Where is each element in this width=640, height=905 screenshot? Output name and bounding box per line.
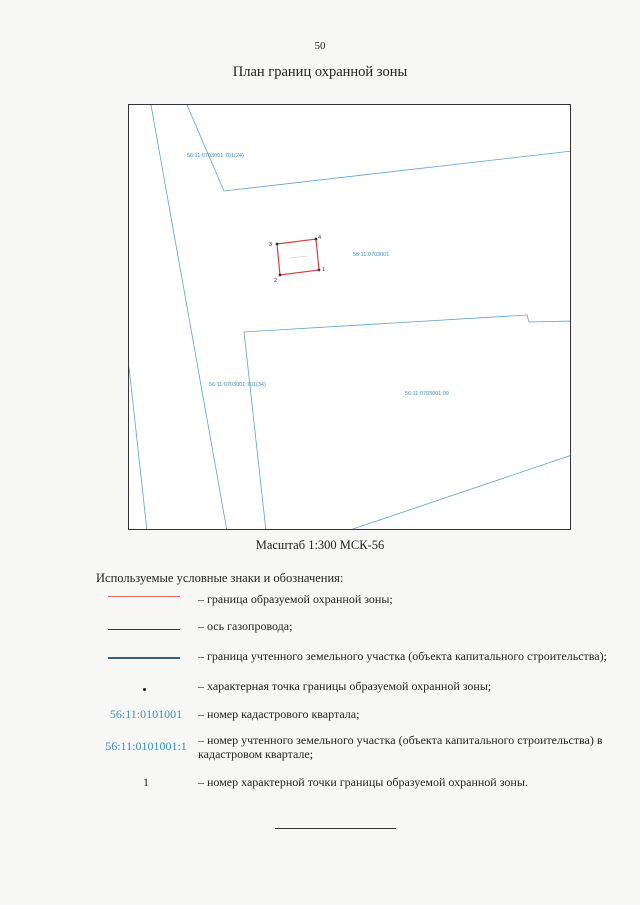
legend-item-parcel-number (96, 730, 616, 762)
cadastral-map (128, 104, 571, 530)
zone-point-4-marker (315, 238, 318, 241)
parcel-boundary-bottom (347, 455, 571, 530)
legend-item-parcel-boundary (96, 646, 616, 666)
legend-text: – характерная точка границы образуемой охранной зоны; (198, 679, 492, 693)
zone-point-4-label: 4 (318, 235, 322, 241)
gas-pipeline-axis (290, 256, 307, 258)
parcel-label-right: 56:11:0703001:99 (405, 391, 449, 397)
zone-point-2-label: 2 (274, 278, 278, 284)
page-number: 50 (314, 40, 326, 52)
parcel-boundary-top (187, 105, 571, 191)
zone-point-1-marker (318, 269, 321, 272)
legend-item-point-number (96, 772, 616, 792)
zone-point-3-label: 3 (269, 242, 273, 248)
legend-symbol-point-number: 1 (143, 775, 149, 789)
legend-text: – ось газопровода; (198, 619, 293, 633)
quarter-label: 56:11:0703001 (353, 252, 390, 258)
zone-point-3-marker (276, 243, 279, 246)
legend-title: Используемые условные знаки и обозначения: (96, 571, 344, 585)
footer-divider (275, 828, 396, 829)
legend-symbol-zone-boundary (96, 589, 196, 609)
legend-symbol-parcel-boundary (96, 646, 196, 666)
legend-item-gas-axis (96, 616, 616, 636)
legend-text: – номер характерной точки границы образуемой охранной зоны. (198, 775, 528, 789)
legend-symbol-parcel-number: 56:11:0101001:1 (105, 739, 187, 753)
legend-item-quarter-number (96, 704, 616, 724)
map-scale: Масштаб 1:300 МСК-56 (255, 538, 385, 552)
legend-symbol-zone-point (96, 676, 196, 696)
zone-point-2-marker (279, 274, 282, 277)
legend-item-zone-point (96, 676, 616, 696)
legend-symbol-quarter-number: 56:11:0101001 (109, 707, 183, 721)
legend-text: – номер учтенного земельного участка (объекта капитального строительства) в кадастровом квартале; (198, 733, 603, 761)
legend-text: – граница образуемой охранной зоны; (198, 592, 393, 606)
legend-text: – граница учтенного земельного участка (объекта капитального строительства); (198, 649, 607, 663)
parcel-boundary-middle (244, 315, 571, 332)
legend-symbol-gas-axis (96, 616, 196, 636)
zone-point-1-label: 1 (322, 267, 326, 273)
parcel-label-bottom-left: 56:11:0703001:701(34) (209, 382, 266, 388)
parcel-label-top-left: 56:11:0703001:701(24) (187, 153, 244, 159)
parcel-boundary-far-left (129, 367, 147, 530)
parcel-boundary-inner-left (244, 332, 266, 530)
page-title: План границ охранной зоны (232, 64, 408, 80)
map-canvas (129, 105, 571, 530)
legend-item-zone-boundary (96, 589, 616, 609)
legend-text: – номер кадастрового квартала; (198, 707, 360, 721)
parcel-boundary-left (151, 105, 227, 530)
